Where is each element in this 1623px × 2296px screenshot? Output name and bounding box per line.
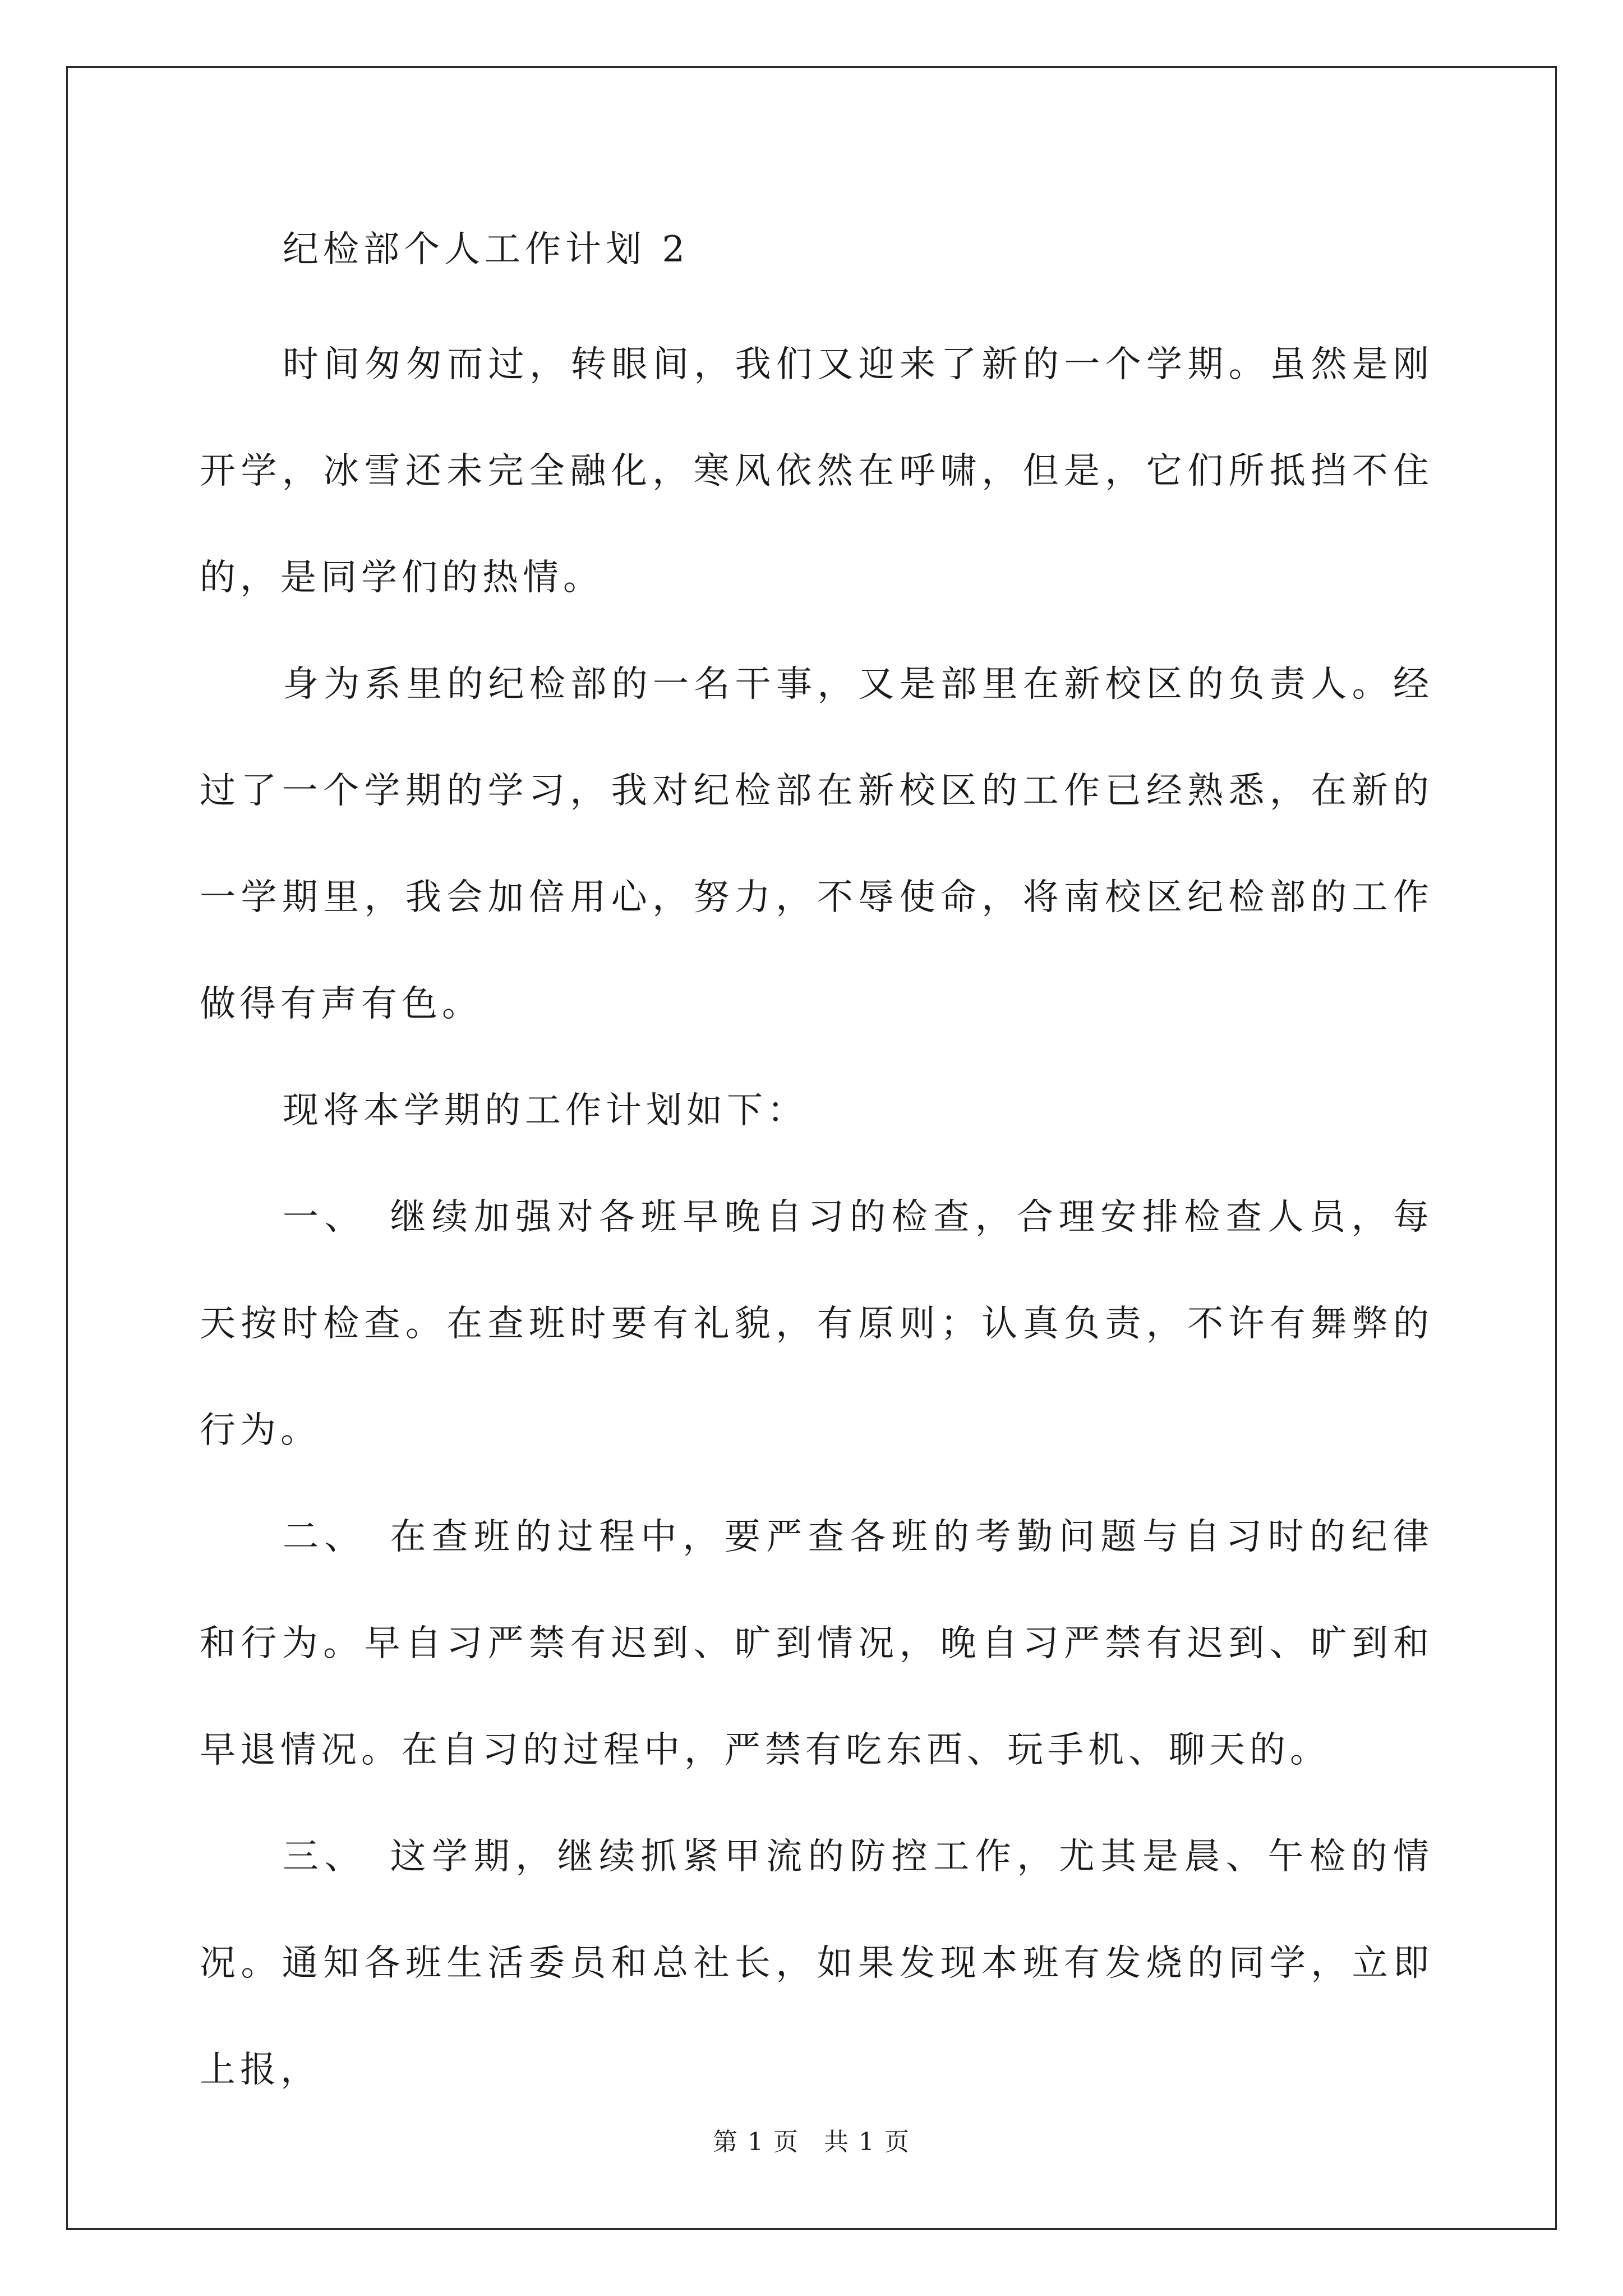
- paragraph-intro: 时间匆匆而过，转眼间，我们又迎来了新的一个学期。虽然是刚开学，冰雪还未完全融化，寒风依然在呼啸，但是，它们所抵挡不住的，是同学们的热情。: [200, 344, 1433, 599]
- paragraph-plan-intro: 现将本学期的工作计划如下：: [283, 1090, 808, 1131]
- page-number: 第 1 页: [713, 2128, 799, 2156]
- page-footer: [0, 2122, 1623, 2157]
- paragraph-item-1: 一、 继续加强对各班早晚自习的检查，合理安排检查人员，每天按时检查。在查班时要有礼貌，有原则；认真负责，不许有舞弊的行为。: [200, 1197, 1433, 1451]
- paragraph-role: 身为系里的纪检部的一名干事，又是部里在新校区的负责人。经过了一个学期的学习，我对纪检部在新校区的工作已经熟悉，在新的一学期里，我会加倍用心，努力，不辱使命，将南校区纪检部的工作做得有声有色。: [200, 664, 1433, 1025]
- paragraph-item-2: 二、 在查班的过程中，要严查各班的考勤问题与自习时的纪律和行为。早自习严禁有迟到、旷到情况，晚自习严禁有迟到、旷到和早退情况。在自习的过程中，严禁有吃东西、玩手机、聊天的。: [200, 1516, 1433, 1771]
- document-body: [200, 216, 1433, 2123]
- document-title: 纪检部个人工作计划 2: [283, 229, 690, 270]
- paragraph-item-3: 三、 这学期，继续抓紧甲流的防控工作，尤其是晨、午检的情况。通知各班生活委员和总社长，如果发现本班有发烧的同学，立即上报，: [200, 1836, 1433, 2091]
- page-total: 共 1 页: [824, 2128, 910, 2156]
